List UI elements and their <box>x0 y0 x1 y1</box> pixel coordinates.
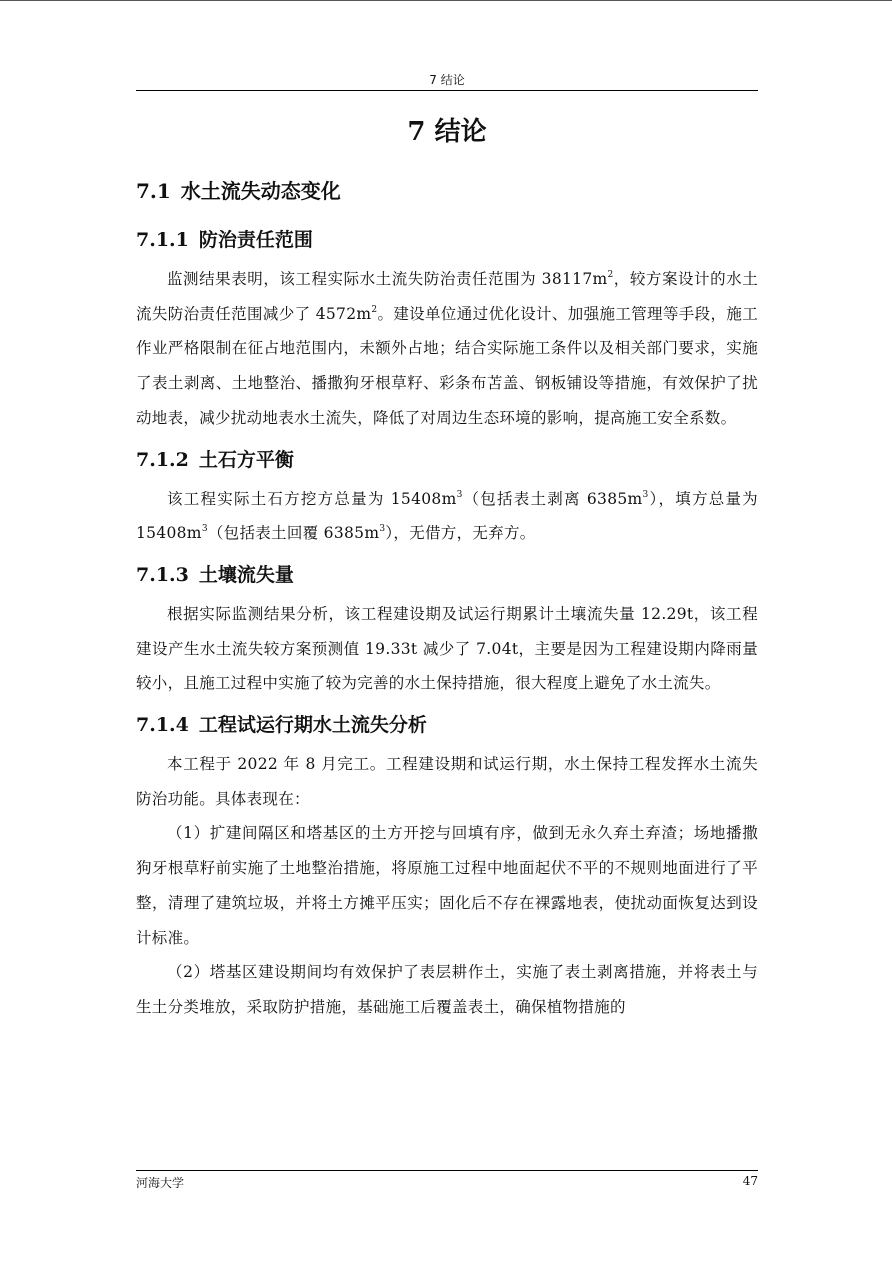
subsection-title: 土石方平衡 <box>198 448 294 471</box>
text-run: ），无借方，无弃方。 <box>385 524 536 543</box>
subsection-heading-7-1-1 <box>136 226 758 254</box>
chapter-title: 7 结论 <box>407 117 487 147</box>
subsection-title: 土壤流失量 <box>198 563 294 586</box>
page-content <box>136 110 758 1025</box>
subsection-heading-7-1-4 <box>136 711 758 739</box>
superscript: 2 <box>371 304 378 315</box>
paragraph-earthwork-balance <box>136 482 758 551</box>
text-run: （包括表土回覆 6385m <box>207 524 380 543</box>
subsection-number: 7.1.1 <box>136 229 189 251</box>
text-run: ），填方总量为 15408m <box>136 489 758 543</box>
text-run: （包括表土剥离 6385m <box>462 489 643 508</box>
footer-institution: 河海大学 <box>136 1176 185 1190</box>
superscript: 3 <box>642 489 649 500</box>
text-run: 监测结果表明，该工程实际水土流失防治责任范围为 38117m <box>167 270 608 288</box>
paragraph-item-2: （2）塔基区建设期间均有效保护了表层耕作土，实施了表土剥离措施，并将表土与生土分类堆放，采取防护措施，基础施工后覆盖表土，确保植物措施的 <box>136 963 758 1016</box>
page-number: 47 <box>742 1174 758 1188</box>
text-run: ，较方案设计的水土流失防治责任范围减少了 4572m <box>136 270 759 323</box>
section-title: 水土流失动态变化 <box>180 179 341 203</box>
subsection-number: 7.1.4 <box>136 714 189 737</box>
text-run: 。建设单位通过优化设计、加强施工管理等手段，施工作业严格限制在征占地范围内，未额外占地；结合实际施工条件以及相关部门要求，实施了表土剥离、土地整治、播撒狗牙根草籽、彩条布苫盖、钢板铺设等措施，有效保护了扰动地表，减少扰动地表水土流失，降低了对周边生态环境的影响，提高施工安全系数。 <box>136 304 759 427</box>
paragraph-item-1: （1）扩建间隔区和塔基区的土方开挖与回填有序，做到无永久弃土弃渣；场地播撒狗牙根草籽前实施了土地整治措施，将原施工过程中地面起伏不平的不规则地面进行了平整，清理了建筑垃圾，并将土方摊平压实；固化后不存在裸露地表，使扰动面恢复达到设计标准。 <box>136 824 758 947</box>
page-top-border <box>0 0 892 1</box>
superscript: 3 <box>379 524 386 535</box>
subsection-number: 7.1.3 <box>136 563 189 586</box>
superscript: 3 <box>456 489 463 500</box>
paragraph-trial-operation-intro: 本工程于 2022 年 8 月完工。工程建设期和试运行期，水土保持工程发挥水土流失防治功能。具体表现在： <box>136 755 758 808</box>
subsection-heading-7-1-3 <box>136 561 758 589</box>
subsection-title: 防治责任范围 <box>198 229 313 251</box>
text-run: 该工程实际土石方挖方总量为 15408m <box>167 489 457 508</box>
subsection-number: 7.1.2 <box>136 448 189 471</box>
paragraph-soil-loss: 根据实际监测结果分析，该工程建设期及试运行期累计土壤流失量 12.29t，该工程建设产生水土流失较方案预测值 19.33t 减少了 7.04t，主要是因为工程建设期内降雨量较小，且施工过程中实施了较为完善的水土保持措施，很大程度上避免了水土流失。 <box>136 604 758 693</box>
section-number: 7.1 <box>136 179 171 203</box>
superscript: 3 <box>201 524 208 535</box>
subsection-title: 工程试运行期水土流失分析 <box>198 714 427 737</box>
header-rule <box>136 90 758 91</box>
paragraph-responsibility-scope <box>136 262 758 436</box>
section-heading <box>136 176 758 206</box>
subsection-heading-7-1-2 <box>136 446 758 474</box>
superscript: 2 <box>607 270 614 280</box>
running-header: 7 结论 <box>429 73 465 87</box>
footer-rule <box>136 1170 758 1171</box>
